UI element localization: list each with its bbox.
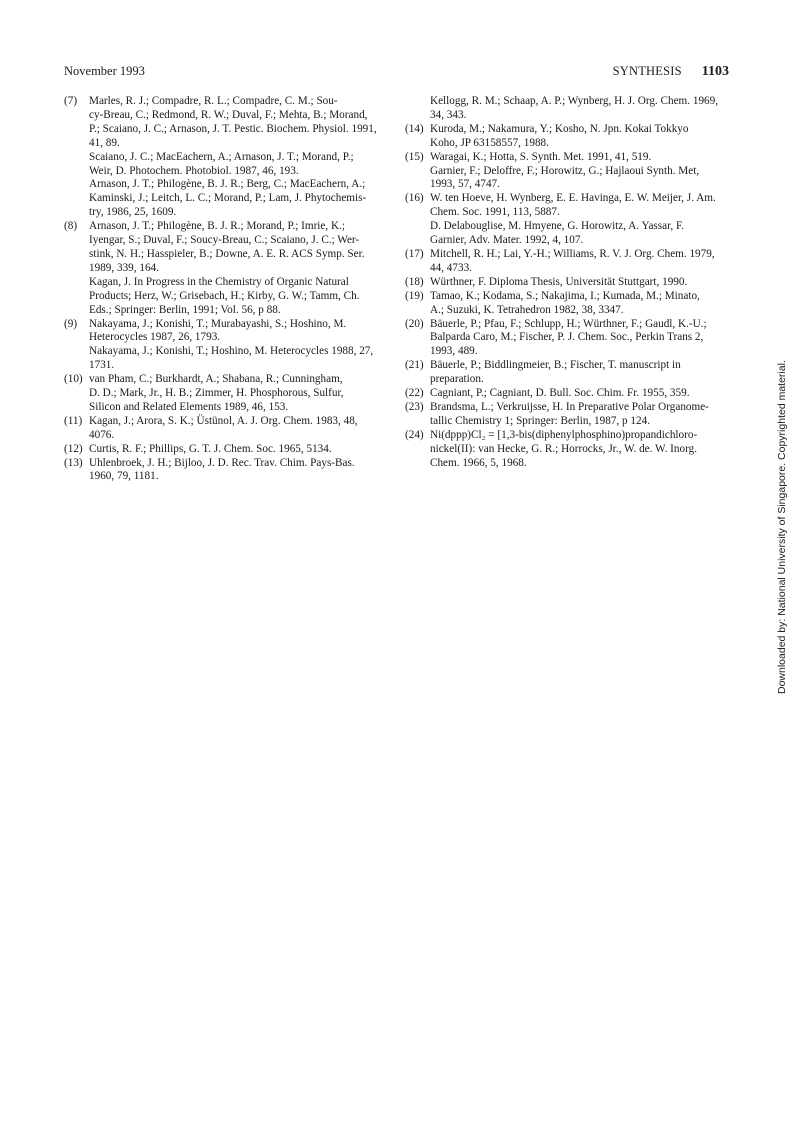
reference-line: Brandsma, L.; Verkruijsse, H. In Preparative Polar Organome- bbox=[430, 400, 709, 413]
reference-line: Garnier, Adv. Mater. 1992, 4, 107. bbox=[430, 234, 584, 247]
reference-number: (11) bbox=[64, 414, 83, 427]
reference-line: nickel(II): van Hecke, G. R.; Horrocks, Jr., W. de. W. Inorg. bbox=[430, 442, 697, 455]
reference-line: D. D.; Mark, Jr., H. B.; Zimmer, H. Phosphorous, Sulfur, bbox=[89, 387, 344, 400]
reference-line: Tamao, K.; Kodama, S.; Nakajima, I.; Kumada, M.; Minato, bbox=[430, 289, 700, 302]
reference-text bbox=[89, 457, 391, 485]
reference-line: try, 1986, 25, 1609. bbox=[89, 206, 177, 219]
references-right-column bbox=[405, 95, 731, 470]
reference-line: Scaiano, J. C.; MacEachern, A.; Arnason, J. T.; Morand, P.; bbox=[89, 150, 354, 163]
reference-number: (20) bbox=[405, 317, 424, 330]
reference-entry bbox=[405, 318, 731, 360]
reference-entry bbox=[405, 276, 731, 290]
reference-line: Cagniant, P.; Cagniant, D. Bull. Soc. Chim. Fr. 1955, 359. bbox=[430, 387, 690, 400]
reference-entry bbox=[405, 248, 731, 276]
reference-text bbox=[430, 276, 731, 290]
page-number: 1103 bbox=[701, 64, 729, 79]
reference-number: (7) bbox=[64, 95, 78, 107]
reference-line: Mitchell, R. H.; Lai, Y.-H.; Williams, R. V. J. Org. Chem. 1979, bbox=[430, 247, 715, 260]
reference-line: Kagan, J.; Arora, S. K.; Üstünol, A. J. Org. Chem. 1983, 48, bbox=[89, 414, 358, 427]
reference-line: tallic Chemistry 1; Springer: Berlin, 1987, p 124. bbox=[430, 414, 650, 427]
reference-number: (14) bbox=[405, 122, 424, 135]
reference-line: Nakayama, J.; Konishi, T.; Hoshino, M. Heterocycles 1988, 27, bbox=[89, 345, 374, 358]
reference-line: Balparda Caro, M.; Fischer, P. J. Chem. Soc., Perkin Trans 2, bbox=[430, 331, 704, 344]
reference-text bbox=[89, 373, 391, 415]
reference-text bbox=[430, 401, 731, 429]
reference-entry bbox=[405, 123, 731, 151]
reference-line: Heterocycles 1987, 26, 1793. bbox=[89, 331, 221, 344]
reference-number: (15) bbox=[405, 150, 424, 163]
reference-line: Marles, R. J.; Compadre, R. L.; Compadre, C. M.; Sou- bbox=[89, 95, 338, 107]
reference-line: Silicon and Related Elements 1989, 46, 153. bbox=[89, 400, 289, 413]
running-header-right bbox=[613, 64, 729, 80]
references-left-column bbox=[64, 95, 391, 484]
reference-line: 34, 343. bbox=[430, 108, 467, 121]
reference-line: Kagan, J. In Progress in the Chemistry of Organic Natural bbox=[89, 275, 349, 288]
reference-number: (10) bbox=[64, 373, 83, 386]
reference-line: cy-Breau, C.; Redmond, R. W.; Duval, F.; Mehta, B.; Morand, bbox=[89, 108, 368, 121]
reference-line: 1993, 57, 4747. bbox=[430, 178, 500, 191]
reference-text bbox=[430, 248, 731, 276]
reference-line: Ni(dppp)Cl₂ = [1,3-bis(diphenylphosphino)propandichloro- bbox=[430, 428, 698, 441]
reference-line: 4076. bbox=[89, 428, 115, 441]
reference-number: (23) bbox=[405, 400, 424, 413]
reference-line: Nakayama, J.; Konishi, T.; Murabayashi, S.; Hoshino, M. bbox=[89, 317, 347, 330]
reference-line: 1989, 339, 164. bbox=[89, 261, 159, 274]
reference-line: Würthner, F. Diploma Thesis, Universität Stuttgart, 1990. bbox=[430, 275, 688, 288]
reference-entry bbox=[64, 220, 391, 317]
reference-entry bbox=[64, 443, 391, 457]
reference-line: P.; Scaiano, J. C.; Arnason, J. T. Pestic. Biochem. Physiol. 1991, bbox=[89, 122, 377, 135]
running-header-date: November 1993 bbox=[64, 64, 145, 78]
reference-number: (21) bbox=[405, 359, 424, 372]
reference-line: 44, 4733. bbox=[430, 261, 472, 274]
reference-entry bbox=[64, 457, 391, 485]
reference-line: Garnier, F.; Deloffre, F.; Horowitz, G.; Hajlaoui Synth. Met, bbox=[430, 164, 700, 177]
reference-line: Uhlenbroek, J. H.; Bijloo, J. D. Rec. Trav. Chim. Pays-Bas. bbox=[89, 456, 355, 469]
reference-entry bbox=[405, 387, 731, 401]
reference-entry bbox=[405, 401, 731, 429]
reference-text bbox=[430, 429, 731, 471]
reference-number: (24) bbox=[405, 428, 424, 441]
reference-line: 1731. bbox=[89, 359, 115, 372]
reference-text bbox=[430, 387, 731, 401]
reference-entry bbox=[405, 359, 731, 387]
reference-text bbox=[89, 415, 391, 443]
reference-entry bbox=[405, 290, 731, 318]
reference-text bbox=[89, 318, 391, 374]
reference-line: stink, N. H.; Hasspieler, B.; Downe, A. E. R. ACS Symp. Ser. bbox=[89, 247, 365, 260]
reference-line: Arnason, J. T.; Philogène, B. J. R.; Morand, P.; Imrie, K.; bbox=[89, 220, 345, 233]
reference-line: Kellogg, R. M.; Schaap, A. P.; Wynberg, H. J. Org. Chem. 1969, bbox=[430, 95, 719, 107]
reference-entry bbox=[64, 373, 391, 415]
reference-line: W. ten Hoeve, H. Wynberg, E. E. Havinga, E. W. Meijer, J. Am. bbox=[430, 192, 716, 205]
reference-line: preparation. bbox=[430, 373, 484, 386]
reference-text bbox=[430, 318, 731, 360]
reference-line: 41, 89. bbox=[89, 136, 120, 149]
reference-number: (8) bbox=[64, 220, 78, 233]
reference-text bbox=[430, 359, 731, 387]
reference-entry bbox=[64, 415, 391, 443]
reference-text bbox=[430, 192, 731, 248]
reference-text bbox=[430, 123, 731, 151]
reference-number: (17) bbox=[405, 247, 424, 260]
reference-number: (18) bbox=[405, 275, 424, 288]
reference-text bbox=[89, 220, 391, 317]
reference-line: Curtis, R. F.; Phillips, G. T. J. Chem. Soc. 1965, 5134. bbox=[89, 442, 332, 455]
reference-line: van Pham, C.; Burkhardt, A.; Shabana, R.; Cunningham, bbox=[89, 373, 343, 386]
reference-entry bbox=[64, 95, 391, 220]
download-watermark: Downloaded by: National University of Singapore. Copyrighted material. bbox=[776, 360, 788, 694]
reference-line: Iyengar, S.; Duval, F.; Soucy-Breau, C.; Scaiano, J. C.; Wer- bbox=[89, 234, 360, 247]
reference-line: Waragai, K.; Hotta, S. Synth. Met. 1991, 41, 519. bbox=[430, 150, 652, 163]
reference-line: 1993, 489. bbox=[430, 345, 478, 358]
reference-number: (13) bbox=[64, 456, 83, 469]
reference-line: 1960, 79, 1181. bbox=[89, 470, 159, 483]
reference-text bbox=[430, 151, 731, 193]
reference-text bbox=[430, 95, 731, 123]
reference-line: A.; Suzuki, K. Tetrahedron 1982, 38, 3347. bbox=[430, 303, 624, 316]
reference-number: (9) bbox=[64, 317, 78, 330]
reference-entry bbox=[405, 95, 731, 123]
reference-line: Koho, JP 63158557, 1988. bbox=[430, 136, 549, 149]
reference-line: D. Delabouglise, M. Hmyene, G. Horowitz, A. Yassar, F. bbox=[430, 220, 685, 233]
reference-line: Kaminski, J.; Leitch, L. C.; Morand, P.; Lam, J. Phytochemis- bbox=[89, 192, 367, 205]
reference-line: Products; Herz, W.; Grisebach, H.; Kirby, G. W.; Tamm, Ch. bbox=[89, 289, 360, 302]
reference-line: Chem. Soc. 1991, 113, 5887. bbox=[430, 206, 560, 219]
reference-entry bbox=[405, 151, 731, 193]
reference-line: Arnason, J. T.; Philogène, B. J. R.; Berg, C.; MacEachern, A.; bbox=[89, 178, 366, 191]
reference-text bbox=[89, 443, 391, 457]
reference-entry bbox=[64, 318, 391, 374]
reference-entry bbox=[405, 192, 731, 248]
reference-number: (19) bbox=[405, 289, 424, 302]
reference-line: Chem. 1966, 5, 1968. bbox=[430, 456, 527, 469]
reference-line: Eds.; Springer: Berlin, 1991; Vol. 56, p 88. bbox=[89, 303, 281, 316]
reference-number: (12) bbox=[64, 442, 83, 455]
reference-line: Kuroda, M.; Nakamura, Y.; Kosho, N. Jpn. Kokai Tokkyo bbox=[430, 122, 689, 135]
reference-line: Weir, D. Photochem. Photobiol. 1987, 46, 193. bbox=[89, 164, 299, 177]
reference-entry bbox=[405, 429, 731, 471]
reference-line: Bäuerle, P.; Biddlingmeier, B.; Fischer, T. manuscript in bbox=[430, 359, 681, 372]
reference-number: (16) bbox=[405, 192, 424, 205]
journal-name: SYNTHESIS bbox=[612, 64, 682, 78]
reference-number: (22) bbox=[405, 387, 424, 400]
reference-text bbox=[89, 95, 391, 220]
reference-text bbox=[430, 290, 731, 318]
reference-line: Bäuerle, P.; Pfau, F.; Schlupp, H.; Würthner, F.; Gaudl, K.-U.; bbox=[430, 317, 707, 330]
